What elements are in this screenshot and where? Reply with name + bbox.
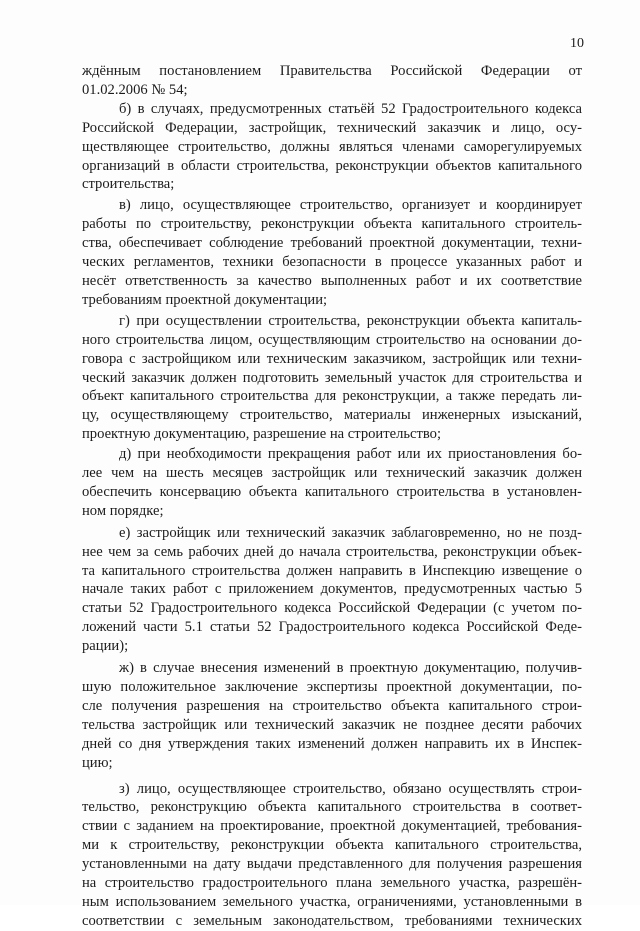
text-line: требованиям проектной документации; — [82, 291, 328, 308]
text-line: проектную документацию, разрешение на строительство; — [82, 426, 442, 443]
text-line: ствии с заданием на проектирование, проектной документацией, требования- — [82, 818, 582, 835]
text-line: ждённым постановлением Правительства Российской Федерации от — [82, 63, 582, 79]
text-line: ми к строительству, реконструкции объекта капитального строительства, — [82, 837, 582, 854]
paragraph-cont — [82, 62, 582, 100]
text-line: ществляющее строительство, должны являться членами саморегулируемых — [82, 138, 582, 155]
text-line: лее чем на шесть месяцев застройщик или технический заказчик должен — [82, 465, 582, 482]
text-line: в) лицо, осуществляющее строительство, организует и координирует — [119, 197, 582, 214]
text-line: цию; — [82, 754, 113, 771]
text-line: сле получения разрешения на строительство объекта капитального строи- — [82, 697, 582, 714]
text-line: работы по строительству, реконструкции объекта капитального строитель- — [82, 216, 582, 233]
text-line: ческий заказчик должен подготовить земельный участок для строительства и — [82, 369, 582, 386]
text-line: цу, осуществляющему строительство, материалы инженерных изысканий, — [82, 407, 582, 424]
text-line: ным использованием земельного участка, ограничениями, установленными в — [82, 893, 582, 910]
text-line: ческих регламентов, техники безопасности в процессе указанных работ и — [82, 254, 582, 271]
text-line: статьи 52 Градостроительного кодекса Российской Федерации (с учетом по- — [82, 600, 582, 617]
paragraph-z — [82, 780, 582, 931]
text-line: тельство, реконструкцию объекта капитального строительства в соответ- — [82, 799, 582, 816]
text-line: ж) в случае внесения изменений в проектную документацию, получив- — [119, 660, 582, 677]
text-line: установленными на дату выдачи представленного для получения разрешения — [82, 856, 582, 873]
document-body — [82, 62, 582, 931]
text-line: ложений части 5.1 статьи 52 Градостроительного кодекса Российской Феде- — [82, 619, 582, 636]
text-line: рации); — [82, 638, 129, 655]
paragraph-v — [82, 196, 582, 309]
paragraph-d — [82, 445, 582, 521]
text-line: говора с застройщиком или техническим заказчиком, застройщик или техни- — [82, 350, 582, 367]
text-line: ном порядке; — [82, 502, 164, 519]
text-line: з) лицо, осуществляющее строительство, обязано осуществлять строи- — [119, 780, 582, 797]
text-line: соответствии с земельным законодательством, требованиями технических — [82, 912, 582, 929]
text-line: 01.02.2006 № 54; — [82, 81, 188, 98]
text-line: г) при осуществлении строительства, реконструкции объекта капиталь- — [119, 312, 582, 329]
paragraph-e — [82, 524, 582, 656]
text-line: та капитального строительства должен направить в Инспекцию извещение о — [82, 562, 582, 579]
text-line: Российской Федерации, застройщик, технический заказчик и лицо, осу- — [82, 119, 582, 136]
text-line: е) застройщик или технический заказчик заблаговременно, но не позд- — [119, 524, 582, 541]
page-number: 10 — [570, 36, 584, 51]
text-line: несёт ответственность за качество выполненных работ и их соответствие — [82, 272, 582, 289]
text-line: обеспечить консервацию объекта капитального строительства в установлен- — [82, 483, 582, 500]
text-line: организаций в области строительства, реконструкции объектов капитального — [82, 157, 582, 174]
paragraph-g — [82, 312, 582, 444]
paragraph-zh — [82, 659, 582, 772]
text-line: тельства застройщик или технический заказчик не позднее десяти рабочих — [82, 716, 582, 733]
text-line: на строительство градостроительного плана земельного участка, разрешён- — [82, 875, 582, 892]
text-line: д) при необходимости прекращения работ или их приостановления бо- — [119, 446, 582, 463]
text-line: шую положительное заключение экспертизы проектной документации, по- — [82, 679, 582, 695]
text-line: ного строительства лицом, осуществляющим строительство на основании до- — [82, 331, 582, 348]
text-line: нее чем за семь рабочих дней до начала строительства, реконструкции объек- — [82, 543, 582, 560]
text-line: строительства; — [82, 176, 175, 193]
text-line: начале таких работ с приложением документов, предусмотренных частью 5 — [82, 581, 582, 598]
text-line: б) в случаях, предусмотренных статьёй 52 Градостроительного кодекса — [119, 100, 582, 117]
text-line: дней со дня утверждения таких изменений должен направить их в Инспек- — [82, 735, 582, 752]
paragraph-b — [82, 100, 582, 195]
text-line: ства, обеспечивает соблюдение требований проектной документации, техни- — [82, 235, 582, 252]
text-line: объект капитального строительства для реконструкции, а также передать ли- — [82, 388, 582, 405]
